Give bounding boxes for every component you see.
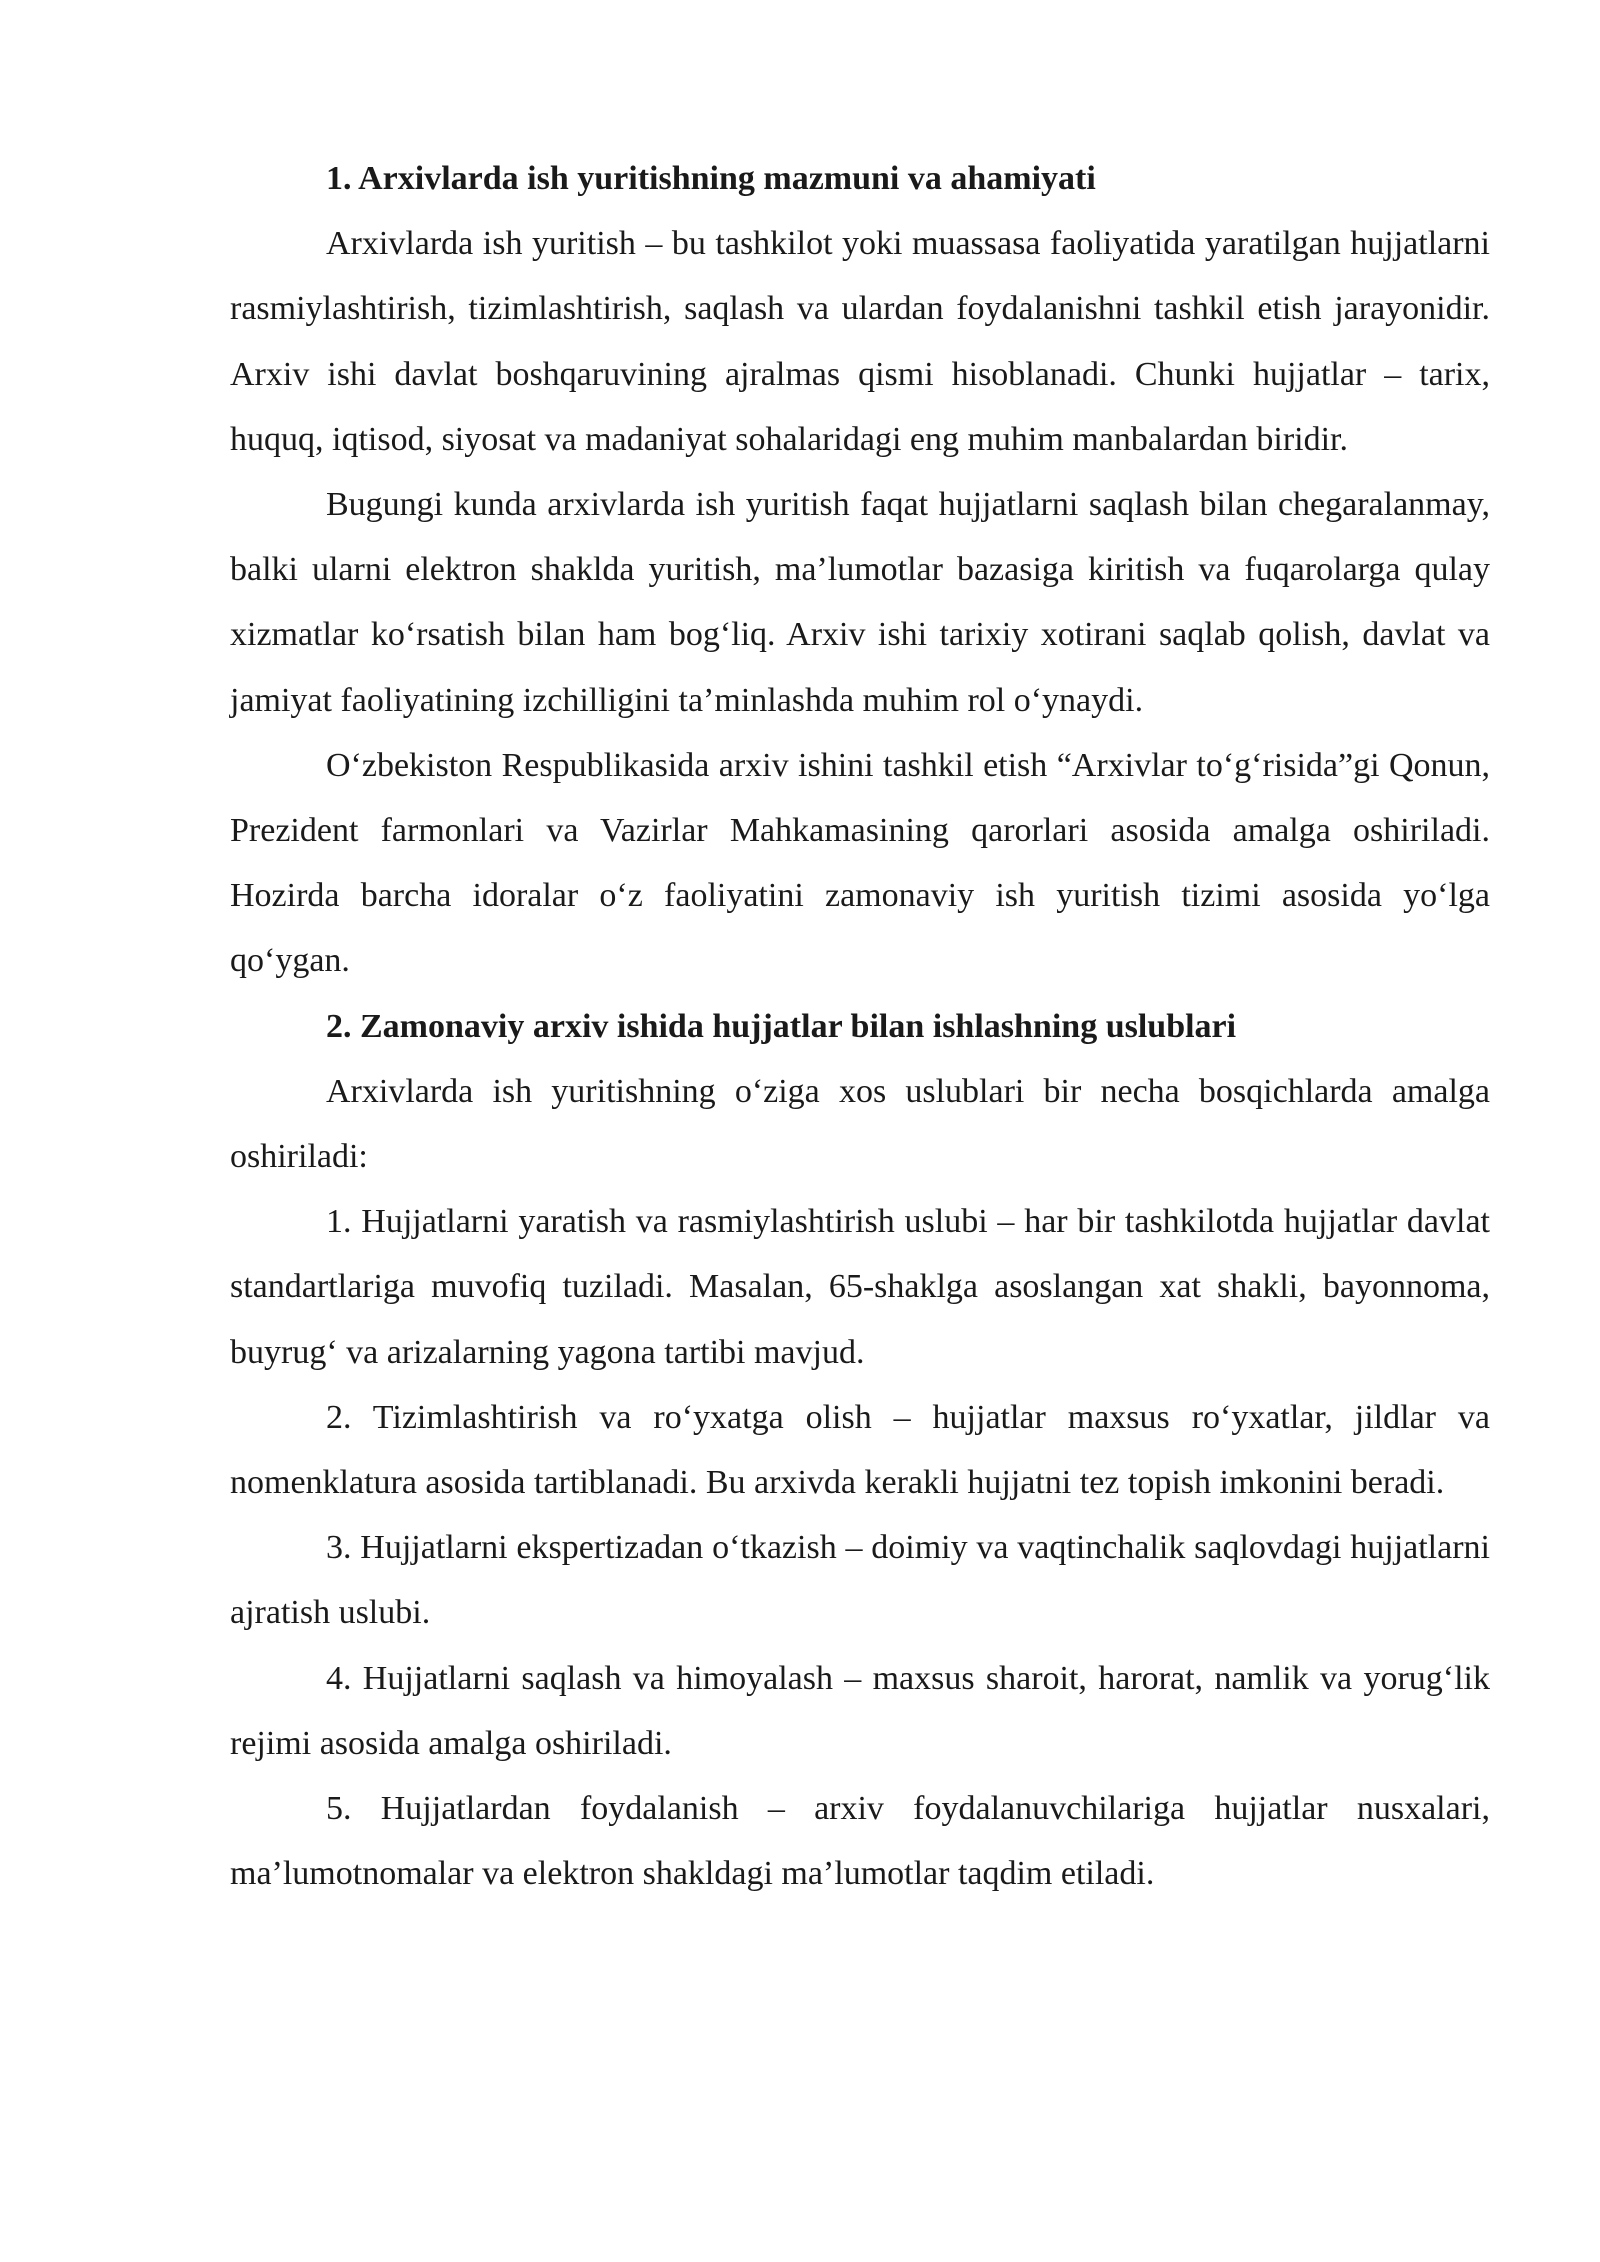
section-1-paragraph: O‘zbekiston Respublikasida arxiv ishini tashkil etish “Arxivlar to‘g‘risida”gi Qonun, Prezident farmonlari va Vazirlar Mahkamasining qarorlari asosida amalga oshiriladi. Hozirda barcha idoralar o‘z faoliyatini zamonaviy ish yuritish tizimi asosida yo‘lga qo‘ygan. xyxy=(230,746,1490,980)
method-item: 1. Hujjatlarni yaratish va rasmiylashtirish uslubi – har bir tashkilotda hujjatlar davlat standartlariga muvofiq tuziladi. Masalan, 65-shaklga asoslangan xat shakli, bayonnoma, buyrug‘ va arizalarning yagona tartibi mavjud. xyxy=(230,1203,1490,1371)
section-2-heading: 2. Zamonaviy arxiv ishida hujjatlar bilan ishlashning uslublari xyxy=(326,1007,1237,1045)
section-2-paragraph: Arxivlarda ish yuritishning o‘ziga xos uslublari bir necha bosqichlarda amalga oshiriladi: xyxy=(230,1072,1490,1176)
document-page xyxy=(230,146,1490,1906)
method-item: 4. Hujjatlarni saqlash va himoyalash – maxsus sharoit, harorat, namlik va yorug‘lik rejimi asosida amalga oshiriladi. xyxy=(230,1659,1490,1762)
section-1-paragraph: Bugungi kunda arxivlarda ish yuritish faqat hujjatlarni saqlash bilan chegaralanmay, balki ularni elektron shaklda yuritish, ma’lumotlar bazasiga kiritish va fuqarolarga qulay xizmatlar ko‘rsatish bilan ham bog‘liq. Arxiv ishi tarixiy xotirani saqlab qolish, davlat va jamiyat faoliyatining izchilligini ta’minlashda muhim rol o‘ynaydi. xyxy=(230,486,1490,719)
section-1-heading: 1. Arxivlarda ish yuritishning mazmuni va ahamiyati xyxy=(326,160,1096,197)
method-item: 3. Hujjatlarni ekspertizadan o‘tkazish – doimiy va vaqtinchalik saqlovdagi hujjatlarni ajratish uslubi. xyxy=(230,1529,1490,1632)
method-item: 5. Hujjatlardan foydalanish – arxiv foydalanuvchilariga hujjatlar nusxalari, ma’lumotnomalar va elektron shakldagi ma’lumotlar taqdim etiladi. xyxy=(230,1790,1490,1893)
method-item: 2. Tizimlashtirish va ro‘yxatga olish – hujjatlar maxsus ro‘yxatlar, jildlar va nomenklatura asosida tartiblanadi. Bu arxivda kerakli hujjatni tez topish imkonini beradi. xyxy=(230,1398,1490,1502)
section-1-paragraph: Arxivlarda ish yuritish – bu tashkilot yoki muassasa faoliyatida yaratilgan hujjatlarni rasmiylashtirish, tizimlashtirish, saqlash va ulardan foydalanishni tashkil etish jarayonidir. Arxiv ishi davlat boshqaruvining ajralmas qismi hisoblanadi. Chunki hujjatlar – tarix, huquq, iqtisod, siyosat va madaniyat sohalaridagi eng muhim manbalardan biridir. xyxy=(230,225,1490,458)
